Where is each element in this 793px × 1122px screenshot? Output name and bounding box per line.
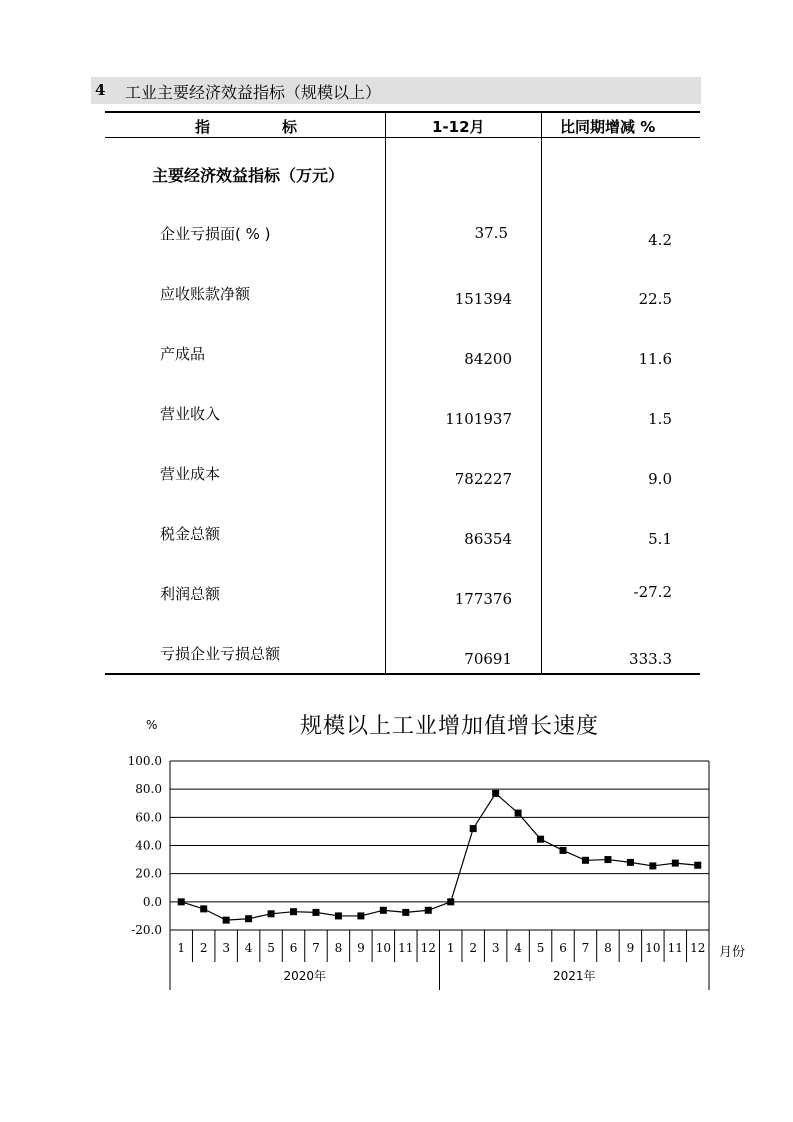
- row-value: 1101937: [445, 410, 512, 428]
- x-tick-label: 4: [514, 941, 522, 955]
- data-point: [582, 857, 589, 864]
- row-value: 782227: [454, 470, 512, 488]
- data-point: [425, 907, 432, 914]
- data-point: [515, 810, 522, 817]
- data-point: [694, 862, 701, 869]
- row-name: 营业成本: [160, 465, 221, 483]
- row-value: 86354: [464, 530, 512, 548]
- data-point: [335, 912, 342, 919]
- data-point: [604, 856, 611, 863]
- data-point: [470, 825, 477, 832]
- y-tick-label: 40.0: [135, 838, 162, 853]
- data-point: [357, 912, 364, 919]
- x-tick-label: 2: [469, 941, 478, 955]
- row-change: 9.0: [648, 470, 672, 488]
- data-point: [447, 898, 454, 905]
- header-indicator-b: 标: [282, 118, 298, 136]
- x-tick-label: 1: [446, 941, 455, 955]
- data-point: [290, 908, 297, 915]
- row-name: 产成品: [160, 345, 206, 363]
- row-name: 亏损企业亏损总额: [160, 645, 281, 663]
- x-tick-label: 11: [398, 941, 414, 955]
- data-point: [380, 907, 387, 914]
- y-tick-label: 100.0: [127, 754, 162, 768]
- row-value: 37.5: [474, 224, 508, 242]
- row-change: 333.3: [629, 650, 672, 668]
- chart-y-unit: %: [146, 718, 158, 732]
- row-change: -27.2: [633, 583, 672, 601]
- x-tick-label: 3: [222, 941, 230, 955]
- row-name: 税金总额: [160, 525, 221, 543]
- row-value: 177376: [454, 590, 512, 608]
- header-period: 1-12月: [432, 118, 485, 136]
- x-tick-label: 7: [312, 941, 320, 955]
- chart-title: 规模以上工业增加值增长速度: [300, 714, 600, 739]
- x-tick-label: 10: [645, 941, 661, 955]
- x-tick-label: 5: [536, 941, 545, 955]
- x-tick-label: 8: [334, 941, 343, 955]
- data-point: [223, 917, 230, 924]
- year-label: 2020年: [283, 969, 327, 983]
- row-value: 70691: [464, 650, 512, 668]
- x-tick-label: 12: [690, 941, 706, 955]
- x-tick-label: 6: [289, 941, 298, 955]
- row-name: 营业收入: [160, 405, 221, 423]
- header-indicator-a: 指: [195, 118, 211, 136]
- row-name: 企业亏损面( % ): [160, 225, 271, 243]
- row-name: 利润总额: [160, 585, 221, 603]
- row-change: 4.2: [648, 231, 672, 249]
- y-tick-label: 60.0: [135, 810, 162, 825]
- data-point: [178, 898, 185, 905]
- data-point: [560, 847, 567, 854]
- data-point: [268, 910, 275, 917]
- data-point: [200, 905, 207, 912]
- group-label: 主要经济效益指标（万元）: [152, 166, 345, 185]
- row-change: 1.5: [648, 410, 672, 428]
- y-tick-label: -20.0: [131, 923, 162, 937]
- x-tick-label: 3: [491, 941, 500, 955]
- data-point: [649, 862, 656, 869]
- section-title: 工业主要经济效益指标（规模以上）: [125, 83, 382, 102]
- x-tick-label: 7: [581, 941, 590, 955]
- y-tick-label: 20.0: [135, 866, 162, 881]
- x-axis-label: 月份: [719, 945, 746, 960]
- x-tick-label: 11: [667, 941, 683, 955]
- data-point: [537, 836, 544, 843]
- x-tick-label: 10: [375, 941, 391, 955]
- x-tick-label: 9: [626, 941, 635, 955]
- data-point: [492, 790, 499, 797]
- x-tick-label: 9: [357, 941, 365, 955]
- data-point: [245, 915, 252, 922]
- row-value: 151394: [454, 290, 512, 308]
- data-point: [672, 860, 679, 867]
- x-tick-label: 4: [244, 941, 253, 955]
- row-value: 84200: [464, 350, 512, 368]
- header-yoy: 比同期增减 %: [560, 118, 656, 136]
- data-point: [312, 909, 319, 916]
- x-tick-label: 1: [177, 941, 186, 955]
- row-change: 22.5: [638, 290, 672, 308]
- row-change: 11.6: [638, 350, 672, 368]
- x-tick-label: 8: [604, 941, 612, 955]
- row-change: 5.1: [648, 530, 672, 548]
- data-point: [402, 909, 409, 916]
- x-tick-label: 2: [199, 941, 208, 955]
- y-tick-label: 80.0: [135, 782, 162, 797]
- series-line: [181, 793, 698, 920]
- year-label: 2021年: [552, 969, 596, 983]
- y-tick-label: 0.0: [142, 894, 162, 909]
- section-number: 4: [95, 81, 106, 99]
- x-tick-label: 12: [420, 941, 436, 955]
- row-name: 应收账款净额: [160, 285, 251, 303]
- x-tick-label: 6: [559, 941, 567, 955]
- x-tick-label: 5: [267, 941, 275, 955]
- data-point: [627, 859, 634, 866]
